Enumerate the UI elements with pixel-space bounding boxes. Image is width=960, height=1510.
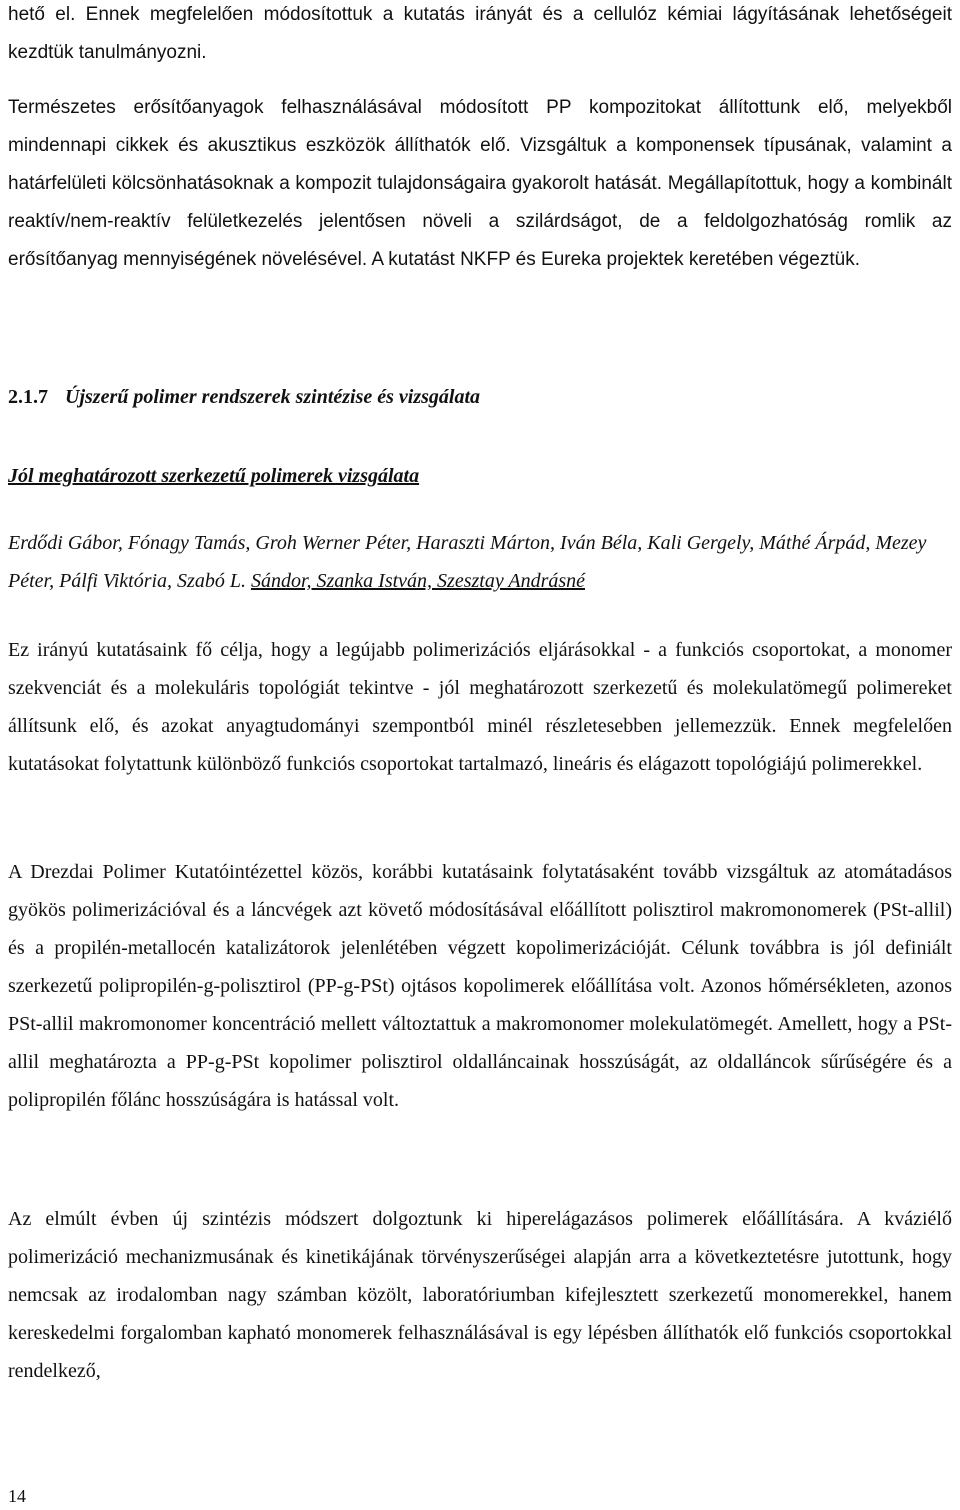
section-number: 2.1.7	[8, 386, 48, 408]
intro-paragraph-2: Természetes erősítőanyagok felhasználásával módosított PP kompozitokat állítottunk elő, melyekből mindennapi cikkek és akusztikus eszközök állíthatók elő. Vizsgáltuk a komponensek típusának, valamint a határfelületi kölcsönhatásoknak a kompozit tulajdonságaira gyakorolt hatását. Megállapítottuk, hogy a kombinált reaktív/nem-reaktív felületkezelés jelentősen növeli a szilárdságot, de a feldolgozhatóság romlik az erősítőanyag mennyiségének növelésével. A kutatást NKFP és Eureka projektek keretében végeztük.	[8, 97, 952, 270]
body-paragraph-3: Az elmúlt évben új szintézis módszert dolgoztunk ki hiperelágazásos polimerek előállítására. A kváziélő polimerizáció mechanizmusának és kinetikájának törvényszerűségei alapján arra a következtetésre jutottunk, hogy nemcsak az irodalomban nagy számban közölt, laboratóriumban kifejlesztett szerkezetű monomerekkel, hanem kereskedelmi forgalomban kapható monomerek felhasználásával is egy lépésben állíthatók elő funkciós csoportokkal rendelkező,	[8, 1208, 952, 1382]
author-list	[8, 524, 952, 600]
intro-paragraph-1: hető el. Ennek megfelelően módosítottuk a kutatás irányát és a cellulóz kémiai lágyításának lehetőségeit kezdtük tanulmányozni.	[8, 4, 952, 63]
author-names-underlined: Sándor, Szanka István, Szesztay Andrásné	[250, 570, 586, 592]
section-subtitle: Jól meghatározott szerkezetű polimerek vizsgálata	[8, 465, 420, 487]
section-heading	[8, 378, 480, 416]
section-title: Újszerű polimer rendszerek szintézise és vizsgálata	[65, 386, 481, 408]
author-names: Erdődi Gábor, Fónagy Tamás, Groh Werner Péter, Haraszti Márton, Iván Béla, Kali Gergely, Máthé Árpád, Mezey Péter, Pálfi Viktória, Szabó L.	[8, 532, 927, 592]
body-paragraph-2: A Drezdai Polimer Kutatóintézettel közös, korábbi kutatásaink folytatásaként tovább vizsgáltuk az atomátadásos gyökös polimerizációval és a láncvégek azt követő módosításával előállított polisztirol makromonomerek (PSt-allil) és a propilén-metallocén katalizátorok jelenlétében végzett kopolimerizációját. Célunk továbbra is jól definiált szerkezetű polipropilén-g-polisztirol (PP-g-PSt) ojtásos kopolimerek előállítása volt. Azonos hőmérsékleten, azonos PSt-allil makromonomer koncentráció mellett változtattuk a makromonomer molekulatömegét. Amellett, hogy a PSt-allil meghatározta a PP-g-PSt kopolimer polisztirol oldalláncainak hosszúságát, az oldalláncok sűrűségére és a polipropilén főlánc hosszúságára is hatással volt.	[8, 861, 952, 1111]
page-number: 14	[8, 1486, 26, 1506]
body-paragraph-1: Ez irányú kutatásaink fő célja, hogy a legújabb polimerizációs eljárásokkal - a funkciós csoportokat, a monomer szekvenciát és a molekuláris topológiát tekintve - jól meghatározott szerkezetű és molekulatömegű polimereket állítsunk elő, és azokat anyagtudományi szempontból minél részletesebben jellemezzük. Ennek megfelelően kutatásokat folytattunk különböző funkciós csoportokat tartalmazó, lineáris és elágazott topológiájú polimerekkel.	[8, 639, 952, 775]
